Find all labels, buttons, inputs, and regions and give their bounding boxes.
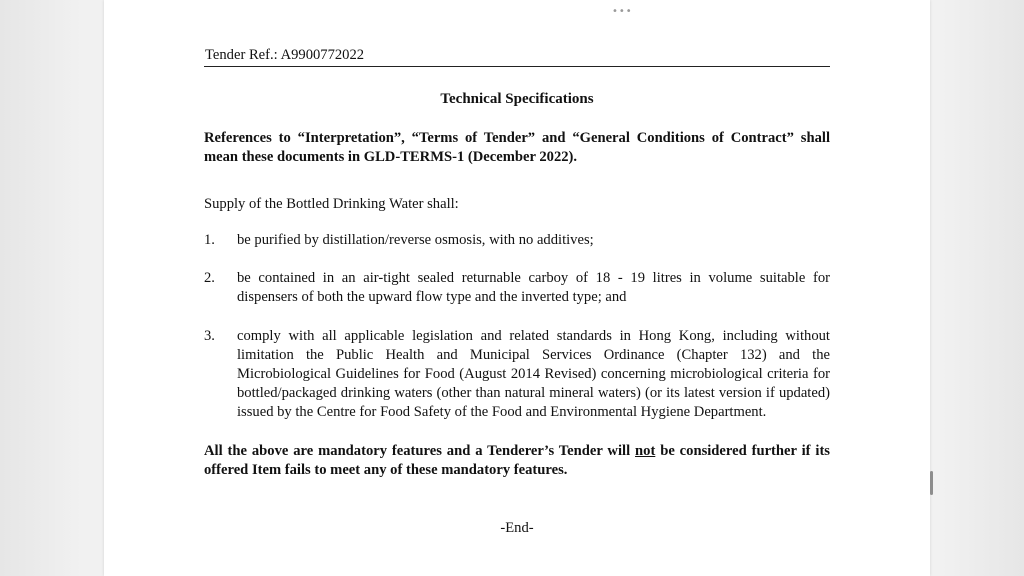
tender-reference: Tender Ref.: A9900772022 <box>204 46 830 67</box>
list-item-text: be contained in an air-tight sealed returnable carboy of 18 - 19 litres in volume suitable for dispensers of both the upward flow type and the inverted type; and <box>237 270 830 305</box>
page-content <box>204 46 830 538</box>
requirements-list <box>204 231 830 422</box>
mandatory-text-end: be considered further if its offered Item fails to meet any of these mandatory features. <box>204 443 830 478</box>
list-item <box>204 269 830 307</box>
list-item-text: comply with all applicable legislation and related standards in Hong Kong, including without limitation the Public Health and Municipal Services Ordinance (Chapter 132) and the Microbiological Guidelines for Food (August 2014 Revised) concerning microbiological criteria for bottled/packaged drinking waters (other than natural mineral waters) (or its latest version if updated) issued by the Centre for Food Safety of the Food and Environmental Hygiene Department. <box>237 328 830 420</box>
supply-lead-text: Supply of the Bottled Drinking Water shall: <box>204 196 459 212</box>
scrollbar-thumb[interactable] <box>930 471 933 495</box>
more-options-icon[interactable]: ••• <box>612 6 633 17</box>
list-item <box>204 231 830 250</box>
end-marker: -End- <box>500 520 534 536</box>
intro-paragraph: References to “Interpretation”, “Terms of Tender” and “General Conditions of Contract” shall mean these documents in GLD-TERMS-1 (December 2022). <box>204 130 830 165</box>
mandatory-emphasis: not <box>635 443 656 459</box>
mandatory-notice <box>204 442 830 480</box>
list-item-number: 3. <box>204 328 215 344</box>
list-item-number: 2. <box>204 270 215 286</box>
document-page <box>104 0 930 576</box>
document-title: Technical Specifications <box>440 91 594 107</box>
mandatory-text-start: All the above are mandatory features and a Tenderer’s Tender will <box>204 443 636 459</box>
list-item-number: 1. <box>204 232 215 248</box>
list-item-text: be purified by distillation/reverse osmosis, with no additives; <box>237 232 594 248</box>
list-item <box>204 327 830 422</box>
